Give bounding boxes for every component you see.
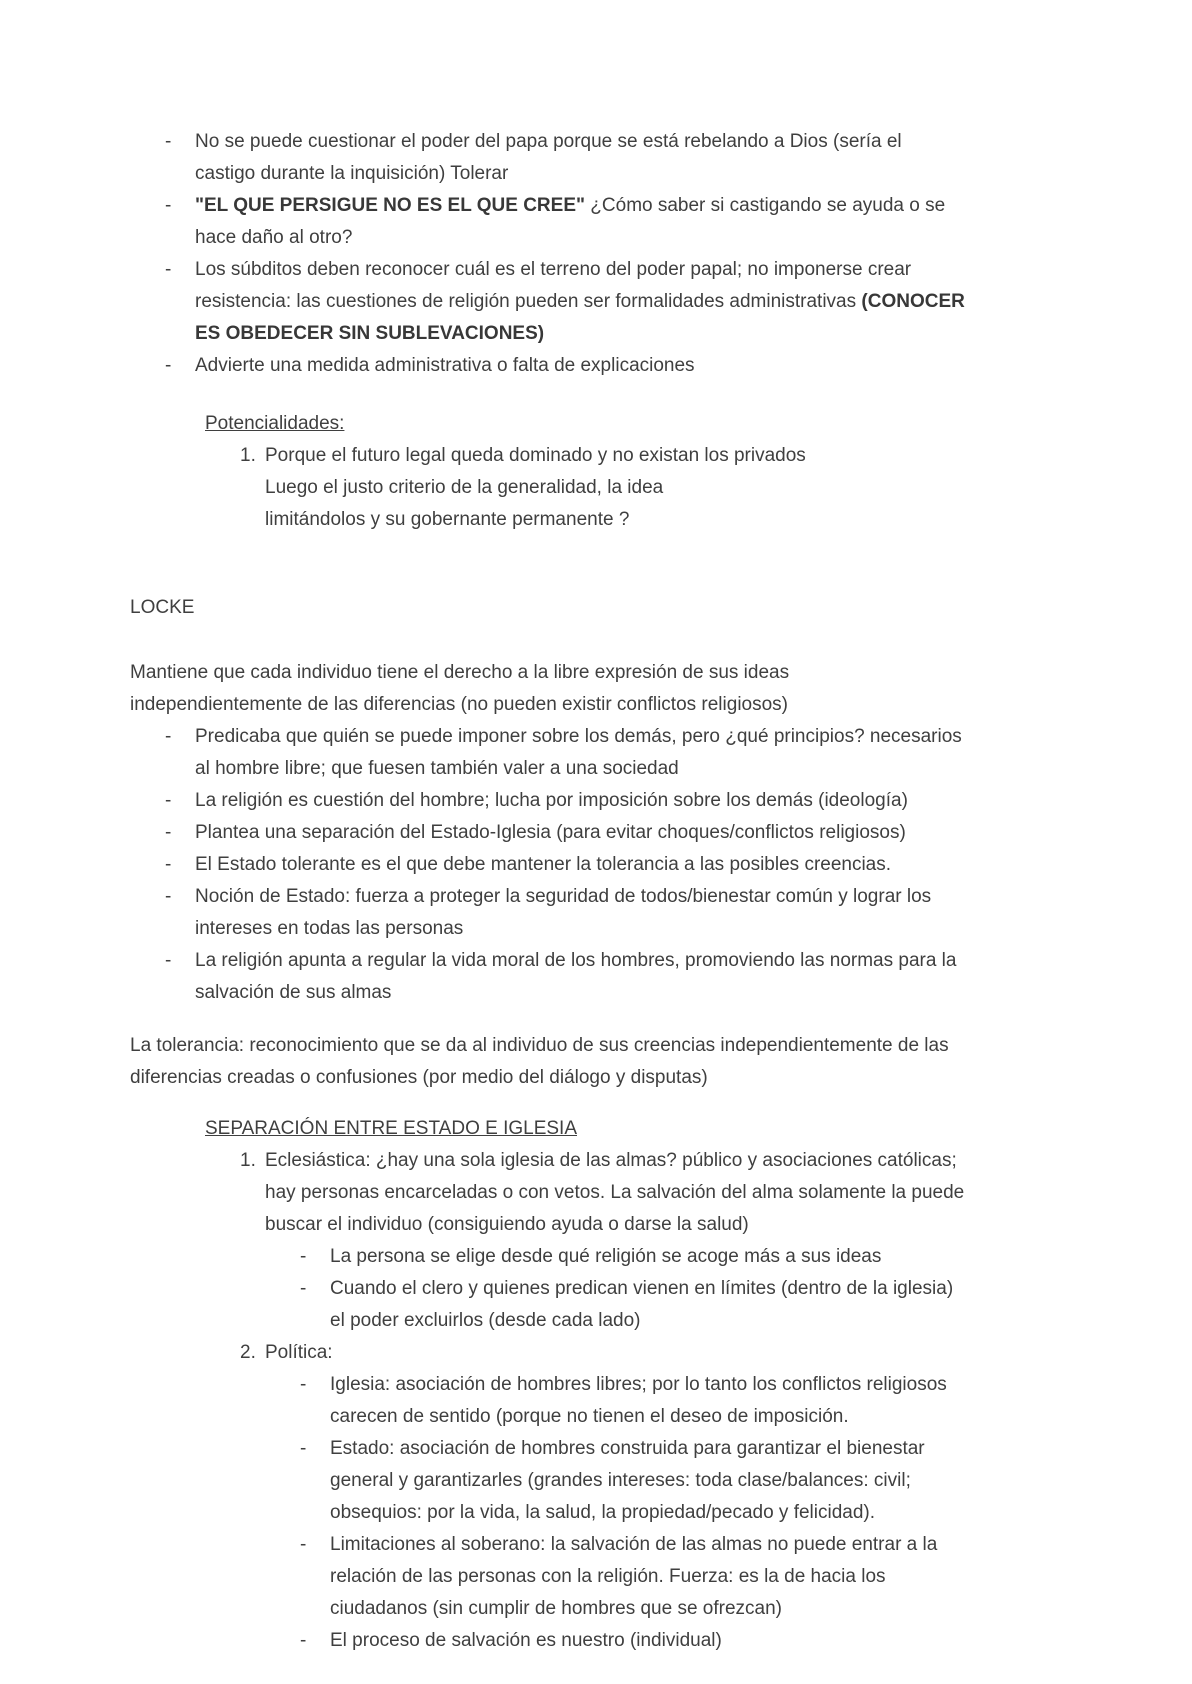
bullet-text: ¿Cómo saber si castigando se ayuda o se hace daño al otro?	[195, 195, 946, 248]
spacer	[130, 624, 965, 657]
bullet-text: Plantea una separación del Estado-Iglesia (para evitar choques/conflictos religiosos)	[195, 822, 906, 843]
bullet-item	[130, 945, 965, 1009]
bullet-text: Los súbditos deben reconocer cuál es el terreno del poder papal; no imponerse crear resistencia: las cuestiones de religión pueden ser formalidades administrativas	[195, 259, 912, 312]
bullet-dash: -	[300, 1278, 307, 1299]
bullet-dash: -	[165, 886, 172, 907]
sub-bullet-item	[130, 1625, 965, 1657]
bullet-text: La religión es cuestión del hombre; lucha por imposición sobre los demás (ideología)	[195, 790, 908, 811]
sub-bullet-item	[130, 1369, 965, 1433]
bullet-dash: -	[300, 1630, 307, 1651]
bullet-item	[130, 126, 965, 190]
spacer	[130, 382, 965, 408]
numbered-item	[130, 440, 965, 536]
numbered-line: Luego el justo criterio de la generalidad, la idea	[265, 477, 664, 498]
bullet-dash: -	[300, 1438, 307, 1459]
bullet-caps-note: (CONOCER ES OBEDECER SIN SUBLEVACIONES)	[195, 291, 965, 344]
bullet-dash: -	[165, 131, 172, 152]
heading-locke: LOCKE	[130, 597, 195, 618]
sub-bullet-item	[130, 1433, 965, 1529]
bullet-dash: -	[165, 355, 172, 376]
bullet-dash: -	[165, 790, 172, 811]
sub-bullet-text: Iglesia: asociación de hombres libres; por lo tanto los conflictos religiosos carecen de sentido (porque no tienen el deseo de imposición.	[330, 1374, 947, 1427]
bullet-dash: -	[165, 195, 172, 216]
bullet-dash: -	[165, 822, 172, 843]
numbered-line: Porque el futuro legal queda dominado y no existan los privados	[265, 445, 806, 466]
heading-separacion: SEPARACIÓN ENTRE ESTADO E IGLESIA	[205, 1118, 577, 1139]
bullet-dash: -	[300, 1246, 307, 1267]
bullet-text: Advierte una medida administrativa o falta de explicaciones	[195, 355, 695, 376]
bullet-text: Predicaba que quién se puede imponer sobre los demás, pero ¿qué principios? necesarios al hombre libre; que fuesen también valer a una sociedad	[195, 726, 962, 779]
bullet-dash: -	[165, 726, 172, 747]
sub-bullet-text: Estado: asociación de hombres construida para garantizar el bienestar general y garantizarles (grandes intereses: toda clase/balances: civil; obsequios: por la vida, la salud, la propiedad/pecado y felicidad).	[330, 1438, 925, 1523]
bullet-item	[130, 817, 965, 849]
numbered-item	[130, 1145, 965, 1241]
bullet-item	[130, 849, 965, 881]
bullet-quote: "EL QUE PERSIGUE NO ES EL QUE CREE"	[195, 195, 586, 216]
sub-bullet-text: La persona se elige desde qué religión se acoge más a sus ideas	[330, 1246, 882, 1267]
bullet-text: Noción de Estado: fuerza a proteger la seguridad de todos/bienestar común y lograr los intereses en todas las personas	[195, 886, 932, 939]
item-number: 1.	[240, 1150, 256, 1171]
numbered-label: Política:	[265, 1342, 333, 1363]
bullet-dash: -	[300, 1374, 307, 1395]
bullet-item	[130, 254, 965, 350]
numbered-item	[130, 1337, 965, 1369]
sub-bullet-item	[130, 1241, 965, 1273]
sub-bullet-text: Cuando el clero y quienes predican vienen en límites (dentro de la iglesia) el poder excluirlos (desde cada lado)	[330, 1278, 954, 1331]
bullet-text: La religión apunta a regular la vida moral de los hombres, promoviendo las normas para la salvación de sus almas	[195, 950, 957, 1003]
paragraph-tolerance: La tolerancia: reconocimiento que se da al individuo de sus creencias independientemente de las diferencias creadas o confusiones (por medio del diálogo y disputas)	[130, 1035, 949, 1088]
bullet-dash: -	[300, 1534, 307, 1555]
bullet-item	[130, 721, 965, 785]
sub-bullet-text: Limitaciones al soberano: la salvación de las almas no puede entrar a la relación de las personas con la religión. Fuerza: es la de hacia los ciudadanos (sin cumplir de hombres que se ofrezcan)	[330, 1534, 938, 1619]
bullet-item	[130, 785, 965, 817]
spacer	[130, 1094, 965, 1113]
spacer	[130, 536, 965, 592]
bullet-dash: -	[165, 259, 172, 280]
bullet-dash: -	[165, 950, 172, 971]
item-number: 2.	[240, 1342, 256, 1363]
bullet-text: El Estado tolerante es el que debe mantener la tolerancia a las posibles creencias.	[195, 854, 892, 875]
bullet-dash: -	[165, 854, 172, 875]
numbered-text: Eclesiástica: ¿hay una sola iglesia de las almas? público y asociaciones católicas; hay personas encarceladas o con vetos. La salvación del alma solamente la puede buscar el individuo (consiguiendo ayuda o darse la salud)	[265, 1150, 965, 1235]
bullet-item	[130, 190, 965, 254]
paragraph-locke-intro: Mantiene que cada individuo tiene el derecho a la libre expresión de sus ideas independientemente de las diferencias (no pueden existir conflictos religiosos)	[130, 662, 790, 715]
bullet-item	[130, 881, 965, 945]
bullet-text: No se puede cuestionar el poder del papa porque se está rebelando a Dios (sería el castigo durante la inquisición) Tolerar	[195, 131, 902, 184]
sub-bullet-text: El proceso de salvación es nuestro (individual)	[330, 1630, 722, 1651]
bullet-item	[130, 350, 965, 382]
sub-bullet-item	[130, 1529, 965, 1625]
item-number: 1.	[240, 445, 256, 466]
section-title-potencialidades: Potencialidades:	[205, 413, 345, 434]
numbered-line: limitándolos y su gobernante permanente ?	[265, 509, 630, 530]
spacer	[130, 1009, 965, 1030]
sub-bullet-item	[130, 1273, 965, 1337]
